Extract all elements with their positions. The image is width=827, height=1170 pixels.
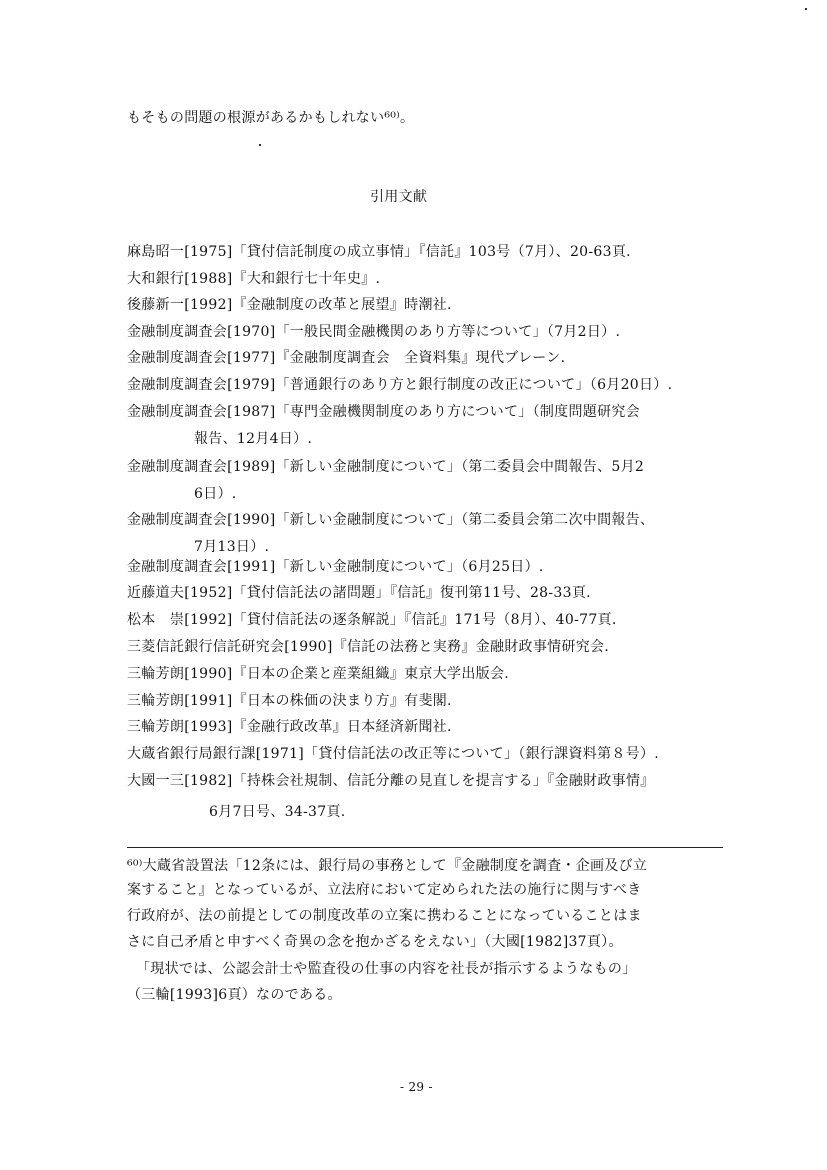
reference-item: 金融制度調査会[1977]『金融制度調査会 全資料集』現代ブレーン. [127, 350, 566, 366]
reference-item: 麻島昭一[1975]「貸付信託制度の成立事情」『信託』103号（7月）、20-63頁. [127, 244, 631, 260]
page-number: - 29 - [400, 1080, 433, 1094]
intro-line: もそもの問題の根源があるかもしれない⁶⁰⁾。 [127, 110, 415, 126]
footnote-divider [127, 847, 723, 848]
reference-item: 松本 崇[1992]「貸付信託法の逐条解説」『信託』171号（8月）、40-77頁. [127, 612, 617, 628]
scan-mark [259, 144, 261, 146]
reference-item: 三輪芳朗[1991]『日本の株価の決まり方』有斐閣. [127, 693, 452, 709]
reference-item: 後藤新一[1992]『金融制度の改革と展望』時潮社. [127, 297, 452, 313]
reference-item: 金融制度調査会[1979]「普通銀行のあり方と銀行制度の改正について」（6月20日）. [127, 377, 673, 393]
reference-item-continuation: 報告、12月4日）. [194, 431, 313, 447]
reference-item: 大國一三[1982]「持株会社規制、信託分離の見直しを提言する」『金融財政事情』 [127, 773, 655, 789]
reference-item: 大蔵省銀行局銀行課[1971]「貸付信託法の改正等について」（銀行課資料第８号）. [127, 746, 660, 762]
reference-item: 大和銀行[1988]『大和銀行七十年史』. [127, 271, 381, 287]
footnote-line: さに自己矛盾と申すべく奇異の念を抱かざるをえない」（大國[1982]37頁）。 [127, 934, 623, 950]
reference-item-continuation: 7月13日）. [194, 539, 270, 555]
reference-item: 三輪芳朗[1990]『日本の企業と産業組織』東京大学出版会. [127, 666, 510, 682]
footnote-line: 「現状では、公認会計士や監査役の仕事の内容を社長が指示するようなもの」 [136, 961, 637, 977]
reference-item: 金融制度調査会[1991]「新しい金融制度について」（6月25日）. [127, 559, 544, 575]
reference-item: 三輪芳朗[1993]『金融行政改革』日本経済新聞社. [127, 719, 452, 735]
reference-item-continuation: 6日）. [194, 486, 237, 502]
reference-item: 金融制度調査会[1970]「一般民間金融機関のあり方等について」（7月2日）. [127, 324, 621, 340]
footnote-line: 案すること』となっているが、立法府において定められた法の施行に関与すべき [127, 882, 642, 898]
footnote-line: （三輪[1993]6頁）なのである。 [127, 987, 342, 1003]
reference-item: 三菱信託銀行信託研究会[1990]『信託の法務と実務』金融財政事情研究会. [127, 639, 610, 655]
reference-item: 近藤道夫[1952]「貸付信託法の諸問題」『信託』復刊第11号、28-33頁. [127, 585, 591, 601]
reference-item-continuation: 6月7日号、34-37頁. [209, 804, 346, 820]
footnote-line: ⁶⁰⁾大蔵省設置法「12条には、銀行局の事務として『金融制度を調査・企画及び立 [127, 858, 648, 874]
reference-item: 金融制度調査会[1987]「専門金融機関制度のあり方について」（制度問題研究会 [127, 404, 640, 420]
scan-mark-corner [805, 8, 807, 10]
reference-item: 金融制度調査会[1989]「新しい金融制度について」（第二委員会中間報告、5月2 [127, 459, 645, 475]
references-heading: 引用文献 [370, 189, 428, 205]
reference-item: 金融制度調査会[1990]「新しい金融制度について」（第二委員会第二次中間報告、 [127, 512, 655, 528]
footnote-line: 行政府が、法の前提としての制度改革の立案に携わることになっていることはま [127, 908, 642, 924]
